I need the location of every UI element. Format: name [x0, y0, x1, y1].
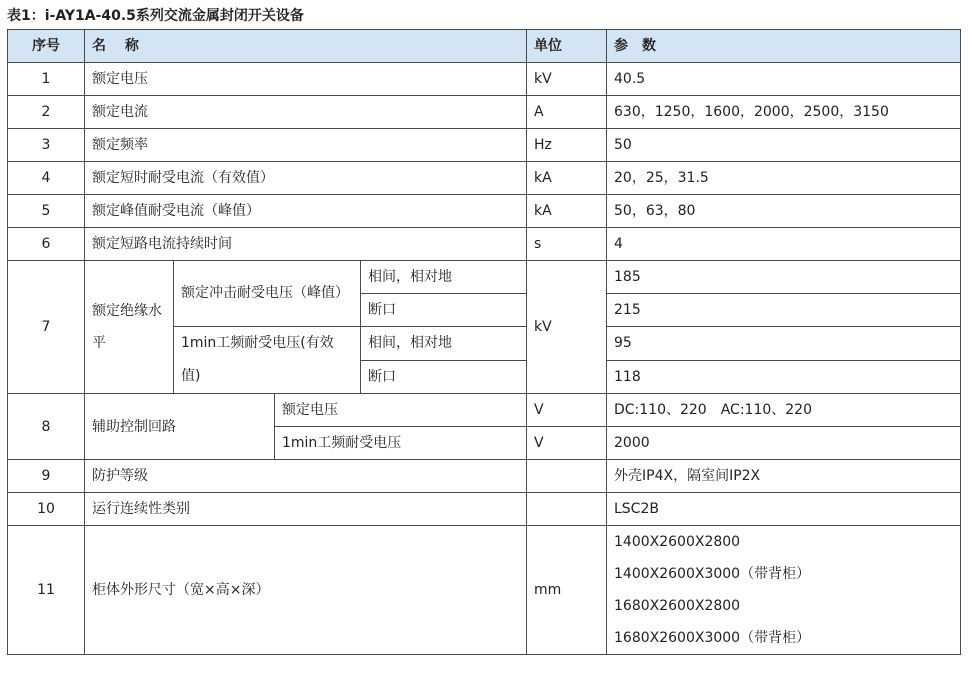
row-no: 3	[8, 129, 85, 162]
row-unit	[527, 460, 607, 493]
table-row	[8, 526, 961, 655]
row-param-list	[607, 526, 961, 655]
row-no: 1	[8, 63, 85, 96]
row-param: LSC2B	[607, 493, 961, 526]
table-row	[8, 195, 961, 228]
row-subname: 额定冲击耐受电压（峰值）	[174, 261, 361, 327]
row-no: 10	[8, 493, 85, 526]
table-row	[8, 129, 961, 162]
row-name: 额定电压	[85, 63, 527, 96]
row-name: 额定频率	[85, 129, 527, 162]
row-no: 7	[8, 261, 85, 394]
header-no: 序号	[8, 30, 85, 63]
row-name: 额定短路电流持续时间	[85, 228, 527, 261]
table-row	[8, 493, 961, 526]
row-unit	[527, 493, 607, 526]
row-no: 5	[8, 195, 85, 228]
row-name: 柜体外形尺寸（宽×高×深）	[85, 526, 527, 655]
row-param: 40.5	[607, 63, 961, 96]
row-condition: 断口	[361, 360, 527, 394]
row-unit: Hz	[527, 129, 607, 162]
row-param: DC:110、220 AC:110、220	[607, 394, 961, 427]
row-condition: 断口	[361, 294, 527, 327]
row-subname: 1min工频耐受电压	[275, 427, 527, 460]
row-unit: kA	[527, 162, 607, 195]
param-line: 1400X2600X3000（带背柜）	[614, 566, 811, 582]
param-line: 1400X2600X2800	[614, 534, 741, 550]
row-unit: kV	[527, 63, 607, 96]
row-param: 630，1250，1600，2000，2500，3150	[607, 96, 961, 129]
row-no: 8	[8, 394, 85, 460]
row-condition: 相间，相对地	[361, 327, 527, 361]
header-param: 参 数	[607, 30, 961, 63]
row-subname: 1min工频耐受电压(有效值)	[174, 327, 361, 394]
row-param: 185	[607, 261, 961, 294]
param-line: 1680X2600X3000（带背柜）	[614, 630, 811, 646]
row-name: 防护等级	[85, 460, 527, 493]
row-unit: V	[527, 394, 607, 427]
spec-table	[7, 29, 961, 655]
row-name: 额定电流	[85, 96, 527, 129]
row-param: 20，25，31.5	[607, 162, 961, 195]
row-no: 11	[8, 526, 85, 655]
row-subname: 额定电压	[275, 394, 527, 427]
row-no: 2	[8, 96, 85, 129]
param-line: 1680X2600X2800	[614, 598, 741, 614]
row-param: 50	[607, 129, 961, 162]
row-no: 9	[8, 460, 85, 493]
row-unit: A	[527, 96, 607, 129]
table-caption: 表1：i-AY1A-40.5系列交流金属封闭开关设备	[7, 8, 304, 24]
row-param: 118	[607, 360, 961, 394]
row-name: 额定绝缘水平	[85, 261, 174, 394]
row-condition: 相间，相对地	[361, 261, 527, 294]
row-name: 额定峰值耐受电流（峰值）	[85, 195, 527, 228]
table-row	[8, 63, 961, 96]
table-row	[8, 261, 961, 294]
row-param: 95	[607, 327, 961, 361]
row-param: 外壳IP4X，隔室间IP2X	[607, 460, 961, 493]
row-name: 运行连续性类别	[85, 493, 527, 526]
row-param: 215	[607, 294, 961, 327]
table-row	[8, 228, 961, 261]
header-row	[8, 30, 961, 63]
row-name: 辅助控制回路	[85, 394, 275, 460]
row-unit: mm	[527, 526, 607, 655]
row-param: 2000	[607, 427, 961, 460]
row-no: 6	[8, 228, 85, 261]
row-no: 4	[8, 162, 85, 195]
table-row	[8, 394, 961, 427]
row-unit: V	[527, 427, 607, 460]
row-unit: kA	[527, 195, 607, 228]
row-param: 50，63，80	[607, 195, 961, 228]
row-param: 4	[607, 228, 961, 261]
table-row	[8, 162, 961, 195]
row-name: 额定短时耐受电流（有效值）	[85, 162, 527, 195]
table-row	[8, 460, 961, 493]
header-name: 名 称	[85, 30, 527, 63]
header-unit: 单位	[527, 30, 607, 63]
table-row	[8, 96, 961, 129]
row-unit: s	[527, 228, 607, 261]
row-unit: kV	[527, 261, 607, 394]
